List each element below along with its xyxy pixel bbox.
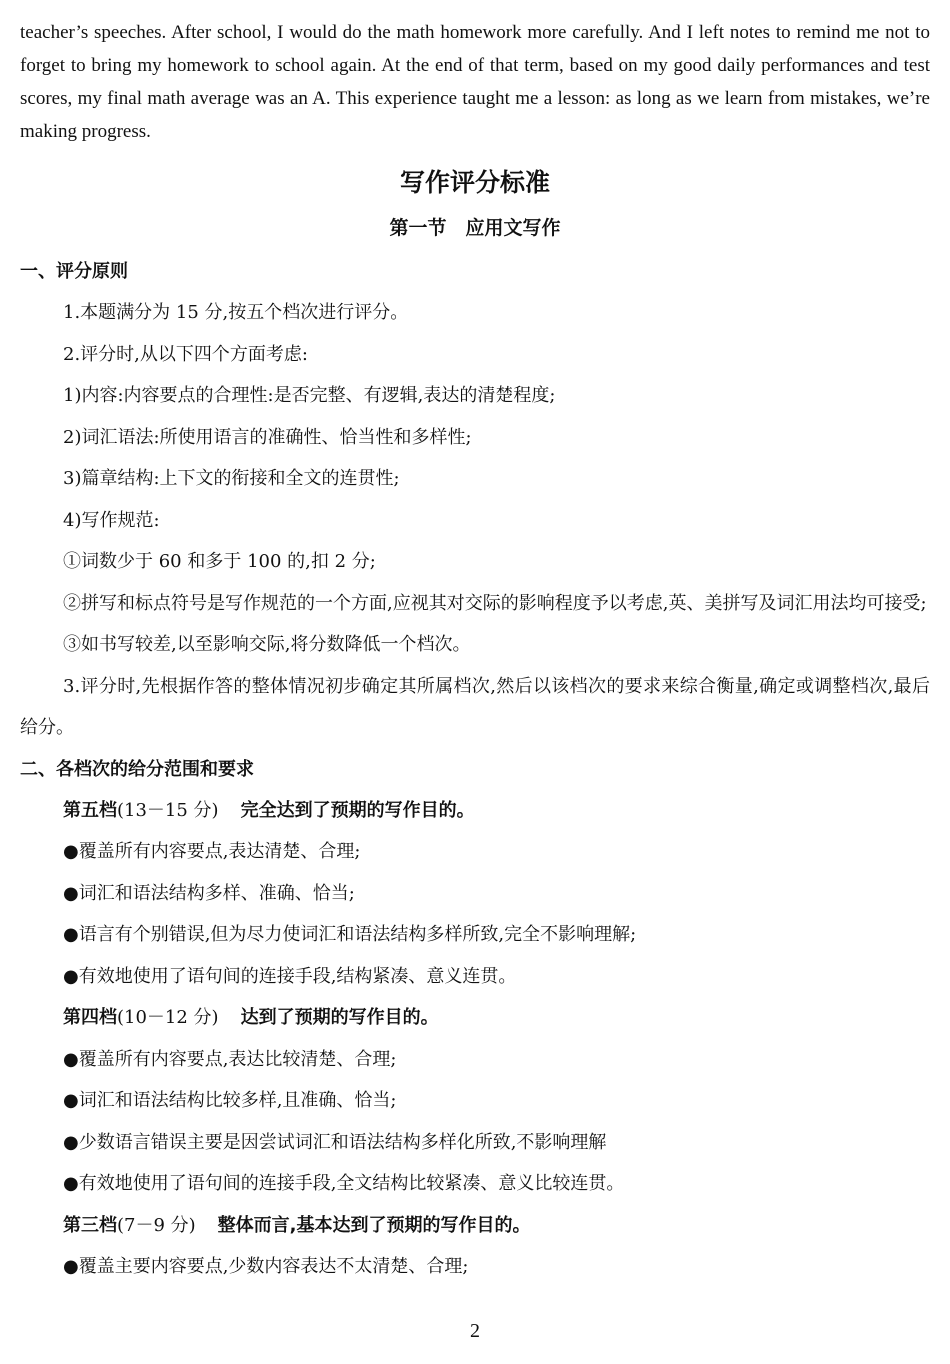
norm-rule-3: ③如书写较差,以至影响交际,将分数降低一个档次。 bbox=[63, 634, 471, 655]
document-page bbox=[20, 0, 930, 1288]
principle-item-3: 3.评分时,先根据作答的整体情况初步确定其所属档次,然后以该档次的要求来综合衡量,确定或调整档次,最后给分。 bbox=[20, 675, 930, 738]
principle-item-1: 1.本题满分为 15 分,按五个档次进行评分。 bbox=[63, 302, 409, 323]
level-heading bbox=[20, 1205, 930, 1247]
section-title: 第一节 应用文写作 bbox=[389, 217, 561, 239]
level-description: 完全达到了预期的写作目的。 bbox=[240, 799, 475, 821]
level-bullet: ●少数语言错误主要是因尝试词汇和语法结构多样化所致,不影响理解 bbox=[63, 1131, 607, 1153]
page-number: 2 bbox=[470, 1320, 480, 1342]
criterion-norms: 4)写作规范: bbox=[63, 509, 160, 531]
level-bullet: ●词汇和语法结构比较多样,且准确、恰当; bbox=[63, 1090, 397, 1111]
level-name: 第五档 bbox=[63, 799, 117, 821]
page-title: 写作评分标准 bbox=[399, 168, 550, 197]
level-description: 达到了预期的写作目的。 bbox=[240, 1007, 439, 1028]
level-description: 整体而言,基本达到了预期的写作目的。 bbox=[217, 1214, 531, 1236]
level-heading bbox=[20, 790, 930, 832]
level-bullet: ●覆盖主要内容要点,少数内容表达不太清楚、合理; bbox=[63, 1256, 469, 1277]
level-bullet: ●有效地使用了语句间的连接手段,全文结构比较紧凑、意义比较连贯。 bbox=[63, 1173, 625, 1194]
level-bullet: ●语言有个别错误,但为尽力使词汇和语法结构多样所致,完全不影响理解; bbox=[63, 924, 637, 945]
level-bullet: ●有效地使用了语句间的连接手段,结构紧凑、意义连贯。 bbox=[63, 965, 517, 987]
level-name: 第四档 bbox=[63, 1007, 117, 1028]
level-heading bbox=[20, 997, 930, 1039]
principle-item-2: 2.评分时,从以下四个方面考虑: bbox=[63, 343, 308, 365]
level-bullet: ●覆盖所有内容要点,表达比较清楚、合理; bbox=[63, 1048, 397, 1070]
level-range: (10－12 分) bbox=[117, 1007, 219, 1028]
principles-heading: 一、评分原则 bbox=[20, 261, 128, 282]
norm-rule-2: ②拼写和标点符号是写作规范的一个方面,应视其对交际的影响程度予以考虑,英、美拼写及词汇用法均可接受; bbox=[63, 592, 927, 614]
criterion-content: 1)内容:内容要点的合理性:是否完整、有逻辑,表达的清楚程度; bbox=[63, 385, 556, 406]
norm-rule-1: ①词数少于 60 和多于 100 的,扣 2 分; bbox=[63, 551, 376, 572]
criterion-vocabulary: 2)词汇语法:所使用语言的准确性、恰当性和多样性; bbox=[63, 426, 472, 448]
levels-heading: 二、各档次的给分范围和要求 bbox=[20, 758, 254, 780]
level-range: (7－9 分) bbox=[117, 1214, 196, 1236]
level-bullet: ●覆盖所有内容要点,表达清楚、合理; bbox=[63, 841, 361, 862]
level-bullet: ●词汇和语法结构多样、准确、恰当; bbox=[63, 882, 355, 904]
level-range: (13－15 分) bbox=[117, 799, 219, 821]
english-paragraph: teacher’s speeches. After school, I would do the math homework more carefully. And I left notes to remind me not to forget to bring my homework to school again. At the end of that term, based on my good daily performances and test scores, my final math average was an A. This experience taught me a lesson: as long as we learn from mistakes, we’re making progress. bbox=[20, 22, 930, 142]
level-name: 第三档 bbox=[63, 1214, 117, 1236]
criterion-structure: 3)篇章结构:上下文的衔接和全文的连贯性; bbox=[63, 468, 400, 489]
